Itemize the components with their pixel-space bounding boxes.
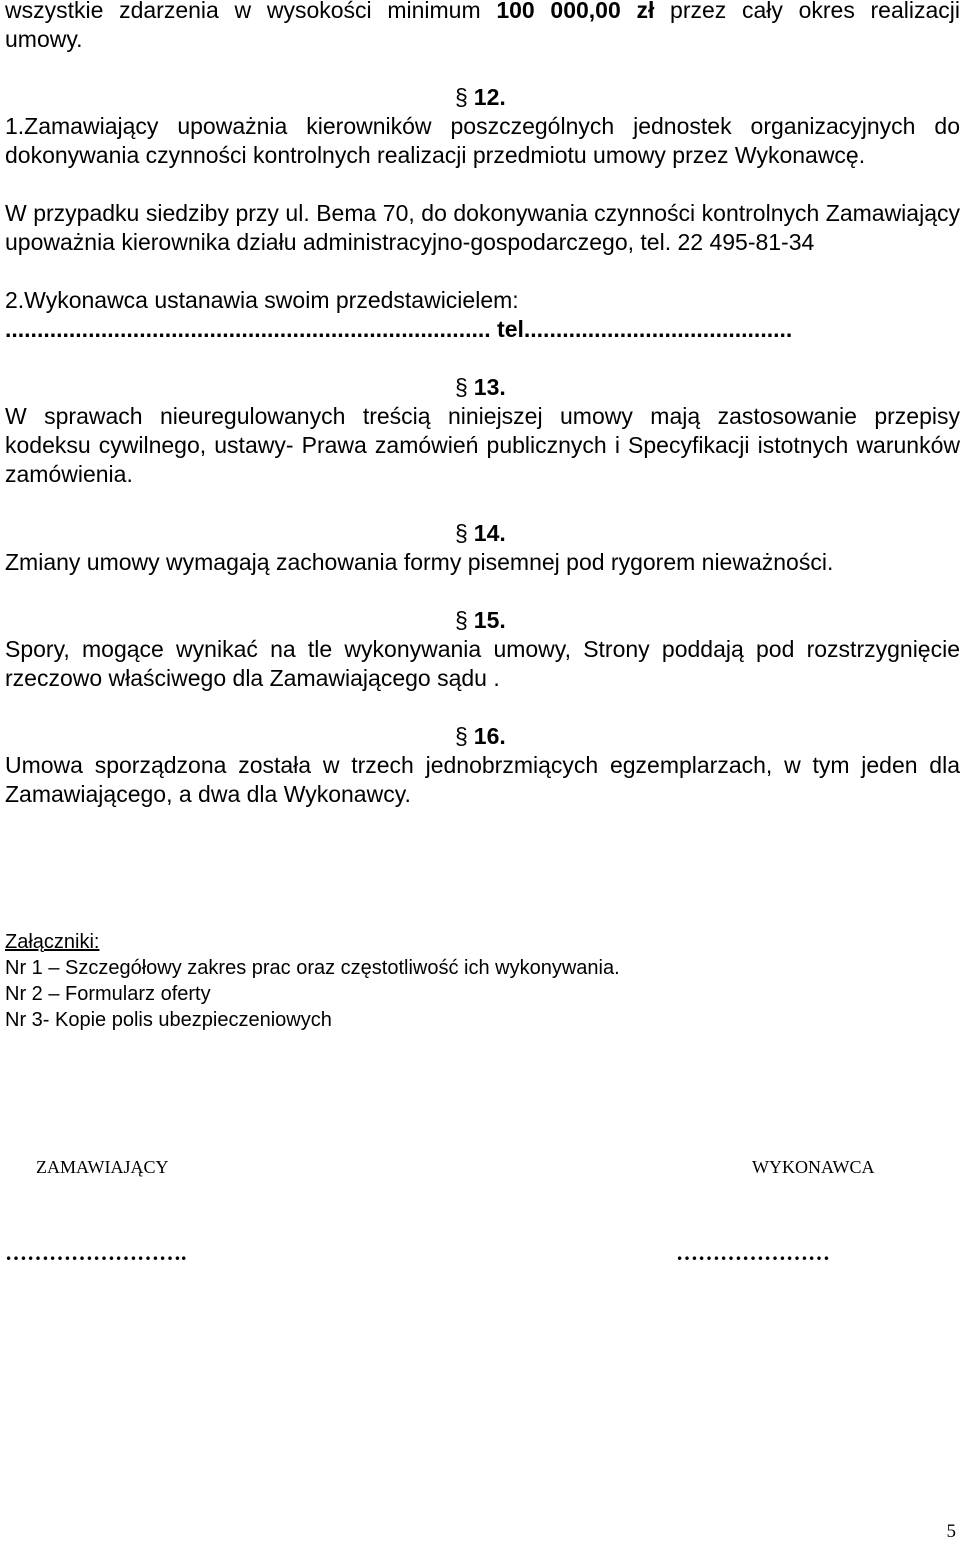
paragraph-sign: § [455, 520, 468, 546]
intro-line-1 [5, 0, 960, 25]
section-12-point-2: 2.Wykonawca ustanawia swoim przedstawicielem: [5, 287, 519, 313]
paragraph-sign: § [455, 84, 468, 110]
section-13-heading [455, 373, 506, 402]
paragraph-sign: § [455, 607, 468, 633]
section-number: 15. [473, 607, 506, 633]
intro-text-end: przez cały okres realizacji [654, 0, 960, 23]
representative-dots: ............................................................................ [5, 316, 491, 342]
attachment-item: Nr 3- Kopie polis ubezpieczeniowych [5, 1009, 332, 1031]
page-number: 5 [946, 1521, 956, 1542]
section-15-text: Spory, mogące wynikać na tle wykonywania umowy, Strony poddają pod rozstrzygnięcie rzeczowo właściwego dla Zamawiającego sądu . [5, 636, 960, 691]
attachment-item: Nr 1 – Szczegółowy zakres prac oraz częstotliwość ich wykonywania. [5, 957, 620, 979]
signature-label-contractor: WYKONAWCA [752, 1157, 875, 1177]
signature-label-ordering-party: ZAMAWIAJĄCY [36, 1157, 169, 1177]
section-16-text: Umowa sporządzona została w trzech jednobrzmiących egzemplarzach, w tym jeden dla Zamawiającego, a dwa dla Wykonawcy. [5, 752, 960, 807]
paragraph-sign: § [455, 374, 468, 400]
section-13-text: W sprawach nieuregulowanych treścią niniejszej umowy mają zastosowanie przepisy kodeksu cywilnego, ustawy- Prawa zamówień publicznych i Specyfikacji istotnych warunków zamówienia. [5, 403, 960, 487]
section-number: 12. [473, 84, 506, 110]
section-15-heading [455, 606, 506, 635]
section-14-text: Zmiany umowy wymagają zachowania formy pisemnej pod rygorem nieważności. [5, 549, 834, 575]
signature-line-contractor: ………………… [676, 1240, 830, 1265]
paragraph-sign: § [455, 723, 468, 749]
insurance-amount: 100 000,00 zł [496, 0, 655, 23]
signature-line-ordering-party: ……………………. [5, 1240, 187, 1265]
attachment-item: Nr 2 – Formularz oferty [5, 983, 211, 1005]
section-14-heading [455, 519, 506, 548]
section-12-heading [455, 83, 506, 112]
section-16-heading [455, 722, 506, 751]
intro-line-2: umowy. [5, 26, 83, 52]
section-12-point-1: 1.Zamawiający upoważnia kierowników poszczególnych jednostek organizacyjnych do dokonywania czynności kontrolnych realizacji przedmiotu umowy przez Wykonawcę. [5, 113, 960, 168]
intro-text: wszystkie zdarzenia w wysokości minimum [5, 0, 497, 23]
section-number: 14. [473, 520, 506, 546]
section-12-location-text: W przypadku siedziby przy ul. Bema 70, do dokonywania czynności kontrolnych Zamawiający upoważnia kierownika działu administracyjno-gospodarczego, tel. 22 495-81-34 [5, 200, 960, 255]
representative-blank [5, 315, 960, 344]
section-number: 16. [473, 723, 506, 749]
section-number: 13. [473, 374, 506, 400]
attachments-heading: Załączniki: [5, 931, 100, 953]
representative-tel: tel.......................................... [490, 316, 793, 342]
